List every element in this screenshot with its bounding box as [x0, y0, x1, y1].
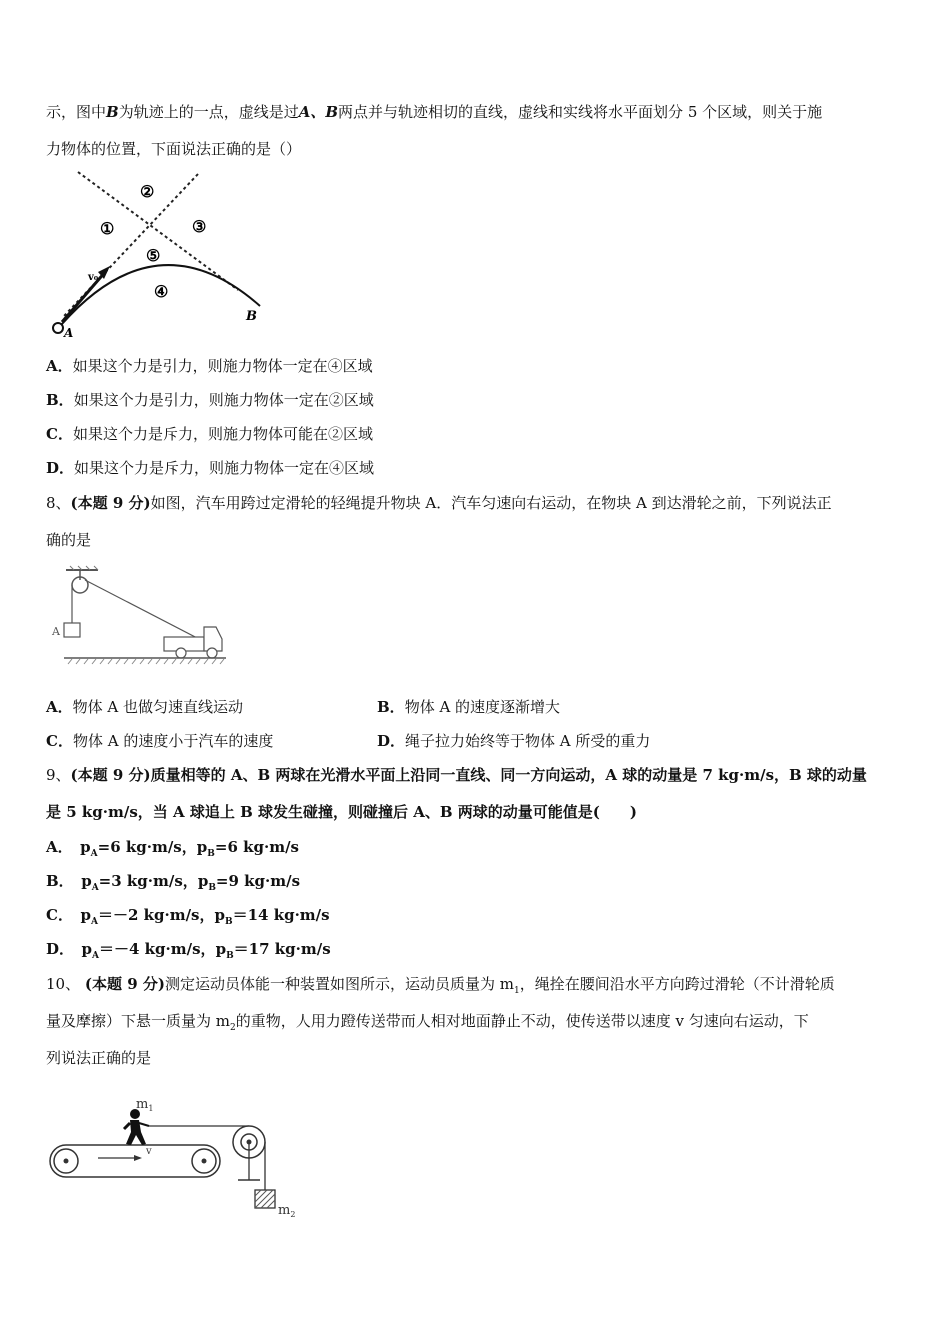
q8-option-c: C．物体 A 的速度小于汽车的速度 [46, 732, 274, 750]
q9-option-b: B． $p_A=3$ kg·m/s，$p_B=9$ kg·m/s [46, 872, 301, 893]
point-b-label: B [246, 309, 257, 324]
q9-stem-line-2: 是 5 kg·m/s，当 A 球追上 B 球发生碰撞，则碰撞后 A、B 两球的动量可能值是( ) [46, 803, 637, 821]
m1-label: $m_1$ [136, 1097, 154, 1113]
q7-stem-line-1: 示，图中B为轨迹上的一点，虚线是过A、B两点并与轨迹相切的直线，虚线和实线将水平面划分 5 个区域，则关于施 [46, 103, 823, 121]
q9-option-c: C． $p_A=-2$ kg·m/s，$p_B=14$ kg·m/s [46, 906, 330, 927]
q8-option-d: D．绳子拉力始终等于物体 A 所受的重力 [377, 732, 651, 750]
q7-trajectory-figure [48, 166, 270, 342]
q9-option-a: A． $p_A=6$ kg·m/s，$p_B=6$ kg·m/s [46, 838, 300, 859]
region-4-label: ④ [154, 282, 169, 301]
point-a-marker [53, 323, 63, 333]
block-a [64, 623, 80, 637]
runner [124, 1109, 149, 1145]
region-3-label: ③ [192, 217, 207, 236]
point-a-label: A [64, 326, 74, 340]
velocity-arrow [62, 271, 106, 322]
q7-option-d: D．如果这个力是斥力，则施力物体一定在④区域 [46, 459, 375, 477]
q9-stem-line-1: 9、(本题 9 分)质量相等的 A、B 两球在光滑水平面上沿同一直线、同一方向运动，A 球的动量是 7 kg·m/s，B 球的动量 [46, 766, 867, 784]
region-5-label: ⑤ [146, 246, 161, 265]
q7-option-a: A．如果这个力是引力，则施力物体一定在④区域 [46, 357, 373, 375]
block-a-label: A [52, 625, 60, 638]
q10-conveyor-figure [46, 1090, 306, 1222]
q10-stem-line-2: 量及摩擦）下悬一质量为 $m_2$的重物，人用力蹬传送带而人相对地面静止不动，使传送带以速度 v 匀速向右运动，下 [46, 1012, 809, 1033]
rope-diagonal [85, 580, 201, 640]
q10-stem-line-1: 10、 (本题 9 分)测定运动员体能一种装置如图所示，运动员质量为 $m_1$，绳拴在腰间沿水平方向跨过滑轮（不计滑轮质 [46, 975, 835, 996]
q8-option-a: A．物体 A 也做匀速直线运动 [46, 698, 244, 716]
region-2-label: ② [140, 182, 155, 201]
q8-stem-line-2: 确的是 [46, 531, 92, 549]
q8-pulley-figure [48, 565, 230, 667]
q7-option-b: B．如果这个力是引力，则施力物体一定在②区域 [46, 391, 374, 409]
vec-label: v₀ [88, 272, 99, 283]
m2-label: $m_2$ [278, 1203, 296, 1219]
q10-stem-line-3: 列说法正确的是 [46, 1049, 152, 1067]
q8-option-b: B．物体 A 的速度逐渐增大 [377, 698, 561, 716]
q7-stem-line-2: 力物体的位置，下面说法正确的是（） [46, 140, 302, 158]
region-1-label: ① [100, 219, 115, 238]
truck-cab [204, 627, 222, 651]
q8-stem-line-1: 8、(本题 9 分)如图，汽车用跨过定滑轮的轻绳提升物块 A．汽车匀速向右运动，在物块 A 到达滑轮之前，下列说法正 [46, 494, 832, 512]
q9-option-d: D． $p_A=-4$ kg·m/s，$p_B=17$ kg·m/s [46, 940, 331, 961]
q7-option-c: C．如果这个力是斥力，则施力物体可能在②区域 [46, 425, 373, 443]
velocity-label: v [146, 1146, 152, 1157]
